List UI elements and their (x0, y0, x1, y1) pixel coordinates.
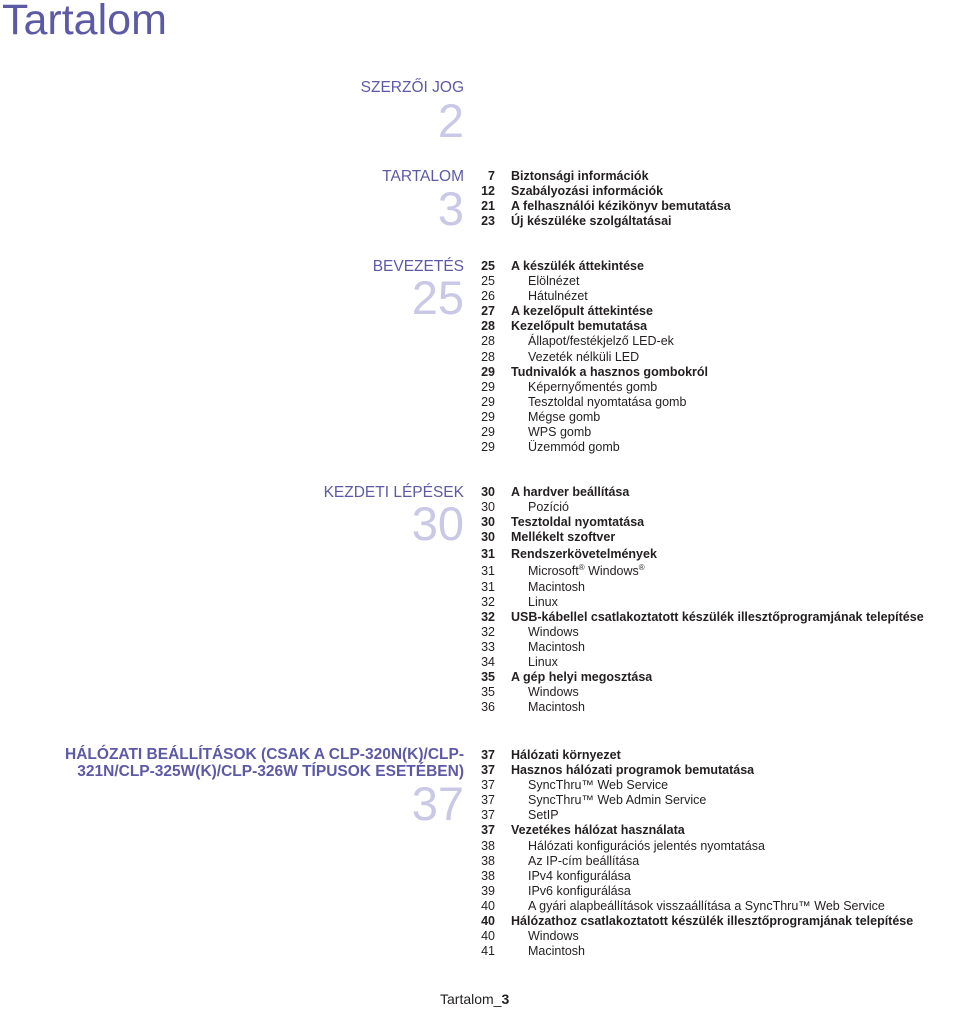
toc-entry[interactable] (472, 334, 958, 349)
toc-entry[interactable] (472, 823, 958, 838)
toc-entry-page: 40 (481, 914, 495, 929)
toc-entry-title: Windows (528, 929, 579, 944)
toc-entry-title: A gép helyi megosztása (511, 670, 653, 685)
footer-label: Tartalom_ (440, 991, 502, 1007)
toc-entry-page: 37 (481, 823, 495, 838)
toc-entry[interactable] (472, 319, 958, 334)
toc-entry[interactable] (472, 564, 958, 579)
toc-entry[interactable] (472, 625, 958, 640)
toc-entry-page: 34 (481, 655, 495, 670)
toc-entry-page: 29 (481, 440, 495, 455)
toc-entry-page: 21 (481, 199, 495, 214)
chapter-page-number: 37 (411, 777, 464, 830)
chapter-heading-line: BEVEZETÉS (372, 258, 464, 275)
toc-entry-page: 39 (481, 883, 495, 898)
toc-entry[interactable] (472, 214, 958, 229)
toc-entry[interactable] (472, 425, 958, 440)
toc-entry-page: 25 (481, 259, 495, 273)
toc-entry[interactable] (472, 700, 958, 715)
toc-entry-page: 29 (481, 409, 495, 424)
toc-entry-page: 36 (481, 700, 495, 715)
toc-entry-page: 37 (481, 763, 495, 778)
toc-entry-title: Elölnézet (528, 274, 580, 289)
toc-entry[interactable] (472, 380, 958, 395)
chapter-heading-line: 321N/CLP-325W(K)/CLP-326W TÍPUSOK ESETÉBEN) (77, 763, 464, 780)
toc-entry[interactable] (472, 685, 958, 700)
toc-entry[interactable] (472, 793, 958, 808)
toc-entry-title: Hálózathoz csatlakoztatott készülék illesztőprogramjának telepítése (511, 914, 914, 929)
toc-entry-title: Mellékelt szoftver (511, 530, 616, 545)
toc-entry[interactable] (472, 395, 958, 410)
toc-entry-title: IPv6 konfigurálása (528, 883, 631, 898)
toc-entry[interactable] (472, 289, 958, 304)
toc-entry-title: IPv4 konfigurálása (528, 868, 631, 883)
toc-entry-page: 38 (481, 838, 495, 853)
toc-entry-title: WPS gomb (528, 425, 592, 440)
toc-entry-page: 33 (481, 639, 495, 654)
toc-entry-title: A hardver beállítása (511, 485, 630, 499)
toc-entry-title: Képernyőmentés gomb (528, 379, 658, 394)
toc-entry-page: 35 (481, 670, 495, 685)
toc-entry-title: Tudnivalók a hasznos gombokról (511, 364, 709, 379)
toc-entry-title: A kezelőpult áttekintése (511, 304, 653, 319)
footer-page-number: 3 (501, 991, 510, 1007)
toc-entry-page: 31 (481, 547, 495, 562)
toc-entry-title: Az IP-cím beállítása (528, 853, 640, 868)
toc-entry-title: Kezelőpult bemutatása (511, 319, 648, 334)
toc-entry-page: 40 (481, 929, 495, 944)
toc-entry-title: Macintosh (528, 639, 585, 654)
chapter-page-number: 2 (437, 94, 464, 147)
page-footer (440, 991, 509, 1007)
toc-entry[interactable] (472, 854, 958, 869)
toc-entry-title: USB-kábellel csatlakoztatott készülék illesztőprogramjának telepítése (511, 609, 924, 624)
toc-entry-page: 37 (481, 778, 495, 793)
toc-entry[interactable] (472, 440, 958, 455)
toc-entry[interactable] (472, 748, 958, 763)
toc-entry[interactable] (472, 899, 958, 914)
toc-entry[interactable] (472, 640, 958, 655)
toc-entry[interactable] (472, 500, 958, 515)
chapter-page-number: 25 (411, 271, 464, 324)
toc-entry-page: 37 (481, 748, 495, 762)
toc-entry-page: 38 (481, 853, 495, 868)
toc-entry-list (472, 169, 958, 229)
toc-entry[interactable] (472, 839, 958, 854)
toc-entry-title: Windows (528, 624, 579, 639)
chapter-heading-line: SZERZŐI JOG (360, 79, 464, 96)
toc-entry-page: 41 (481, 944, 495, 959)
toc-entry-page: 26 (481, 289, 495, 304)
toc-entry[interactable] (472, 944, 958, 959)
toc-entry-list (472, 485, 958, 715)
toc-entry-page: 37 (481, 808, 495, 823)
toc-entry-page: 32 (481, 609, 495, 624)
toc-entry-title: A gyári alapbeállítások visszaállítása a SyncThru™ Web Service (528, 898, 885, 913)
chapter-heading-line: HÁLÓZATI BEÁLLÍTÁSOK (CSAK A CLP-320N(K)/CLP- (65, 746, 464, 763)
toc-entry-page: 28 (481, 319, 495, 334)
toc-entry-title: Microsoft® Windows® (528, 563, 645, 579)
toc-entry-title: SyncThru™ Web Admin Service (528, 793, 707, 808)
toc-entry-title: Mégse gomb (528, 409, 601, 424)
toc-entry[interactable] (472, 808, 958, 823)
toc-entry-page: 28 (481, 334, 495, 349)
toc-entry-list (472, 259, 958, 455)
chapter-page-number: 30 (411, 497, 464, 550)
toc-entry-page: 29 (481, 425, 495, 440)
toc-entry-list (472, 748, 958, 959)
toc-entry-page: 40 (481, 898, 495, 913)
toc-entry-title: SyncThru™ Web Service (528, 778, 669, 793)
toc-entry[interactable] (472, 169, 958, 184)
toc-entry[interactable] (472, 655, 958, 670)
toc-entry-title: Biztonsági információk (511, 169, 649, 183)
toc-entry-title: Hálózati konfigurációs jelentés nyomtatása (528, 838, 765, 853)
toc-entry-page: 29 (481, 364, 495, 379)
toc-entry-page: 37 (481, 793, 495, 808)
toc-entry-page: 30 (481, 500, 495, 515)
toc-entry[interactable] (472, 914, 958, 929)
toc-entry[interactable] (472, 274, 958, 289)
toc-entry-page: 30 (481, 515, 495, 530)
toc-entry-title: Tesztoldal nyomtatása (511, 515, 645, 530)
toc-entry-page: 32 (481, 624, 495, 639)
toc-entry-title: Pozíció (528, 500, 569, 515)
toc-entry-page: 35 (481, 685, 495, 700)
toc-entry[interactable] (472, 184, 958, 199)
toc-entry-title: Rendszerkövetelmények (511, 547, 657, 562)
toc-entry[interactable] (472, 304, 958, 319)
toc-entry-title: Üzemmód gomb (528, 440, 620, 455)
toc-entry-page: 30 (481, 485, 495, 499)
toc-entry-title: Új készüléke szolgáltatásai (511, 214, 672, 229)
toc-entry-title: Vezetékes hálózat használata (511, 823, 685, 838)
toc-entry[interactable] (472, 929, 958, 944)
toc-entry[interactable] (472, 595, 958, 610)
chapter-heading-line: KEZDETI LÉPÉSEK (323, 484, 464, 501)
toc-entry[interactable] (472, 869, 958, 884)
toc-entry-title: Hasznos hálózati programok bemutatása (511, 763, 755, 778)
toc-entry[interactable] (472, 547, 958, 562)
toc-entry-page: 23 (481, 214, 495, 229)
page-title: Tartalom (2, 0, 167, 44)
toc-entry[interactable] (472, 485, 958, 500)
toc-entry-title: Hátulnézet (528, 289, 588, 304)
toc-entry-title: Macintosh (528, 944, 585, 959)
toc-entry[interactable] (472, 350, 958, 365)
toc-entry[interactable] (472, 365, 958, 380)
toc-entry-page: 25 (481, 274, 495, 289)
toc-entry-title: Linux (528, 655, 558, 670)
toc-entry-title: Vezeték nélküli LED (528, 349, 640, 364)
toc-entry-page: 27 (481, 304, 495, 319)
chapter-heading-line: TARTALOM (382, 168, 464, 185)
toc-entry-title: Macintosh (528, 700, 585, 715)
toc-entry[interactable] (472, 530, 958, 545)
toc-entry-page: 29 (481, 394, 495, 409)
toc-entry-title: A készülék áttekintése (511, 259, 644, 273)
toc-entry-title: Hálózati környezet (511, 748, 621, 762)
toc-entry-page: 38 (481, 868, 495, 883)
toc-entry-page: 29 (481, 379, 495, 394)
toc-entry-title: Windows (528, 685, 579, 700)
toc-entry[interactable] (472, 884, 958, 899)
chapter-page-number: 3 (437, 182, 464, 235)
toc-entry-title: Linux (528, 594, 558, 609)
toc-entry-page: 31 (481, 564, 495, 579)
toc-entry-page: 30 (481, 530, 495, 545)
toc-entry-page: 31 (481, 579, 495, 594)
toc-entry[interactable] (472, 410, 958, 425)
toc-entry[interactable] (472, 515, 958, 530)
toc-entry-page: 7 (488, 169, 495, 183)
toc-entry-page: 12 (481, 184, 495, 199)
toc-entry-page: 32 (481, 594, 495, 609)
toc-entry[interactable] (472, 610, 958, 625)
chapter-heading (65, 746, 464, 780)
toc-entry-title: SetIP (528, 808, 559, 823)
toc-entry[interactable] (472, 199, 958, 214)
toc-entry[interactable] (472, 670, 958, 685)
toc-entry-title: Szabályozási információk (511, 184, 664, 199)
toc-entry-title: Macintosh (528, 579, 585, 594)
toc-entry-title: Tesztoldal nyomtatása gomb (528, 394, 687, 409)
toc-entry-page: 28 (481, 349, 495, 364)
toc-entry-title: Állapot/festékjelző LED-ek (528, 334, 674, 349)
toc-entry[interactable] (472, 778, 958, 793)
toc-entry[interactable] (472, 763, 958, 778)
toc-entry[interactable] (472, 259, 958, 274)
toc-entry-title: A felhasználói kézikönyv bemutatása (511, 199, 731, 214)
toc-entry[interactable] (472, 580, 958, 595)
